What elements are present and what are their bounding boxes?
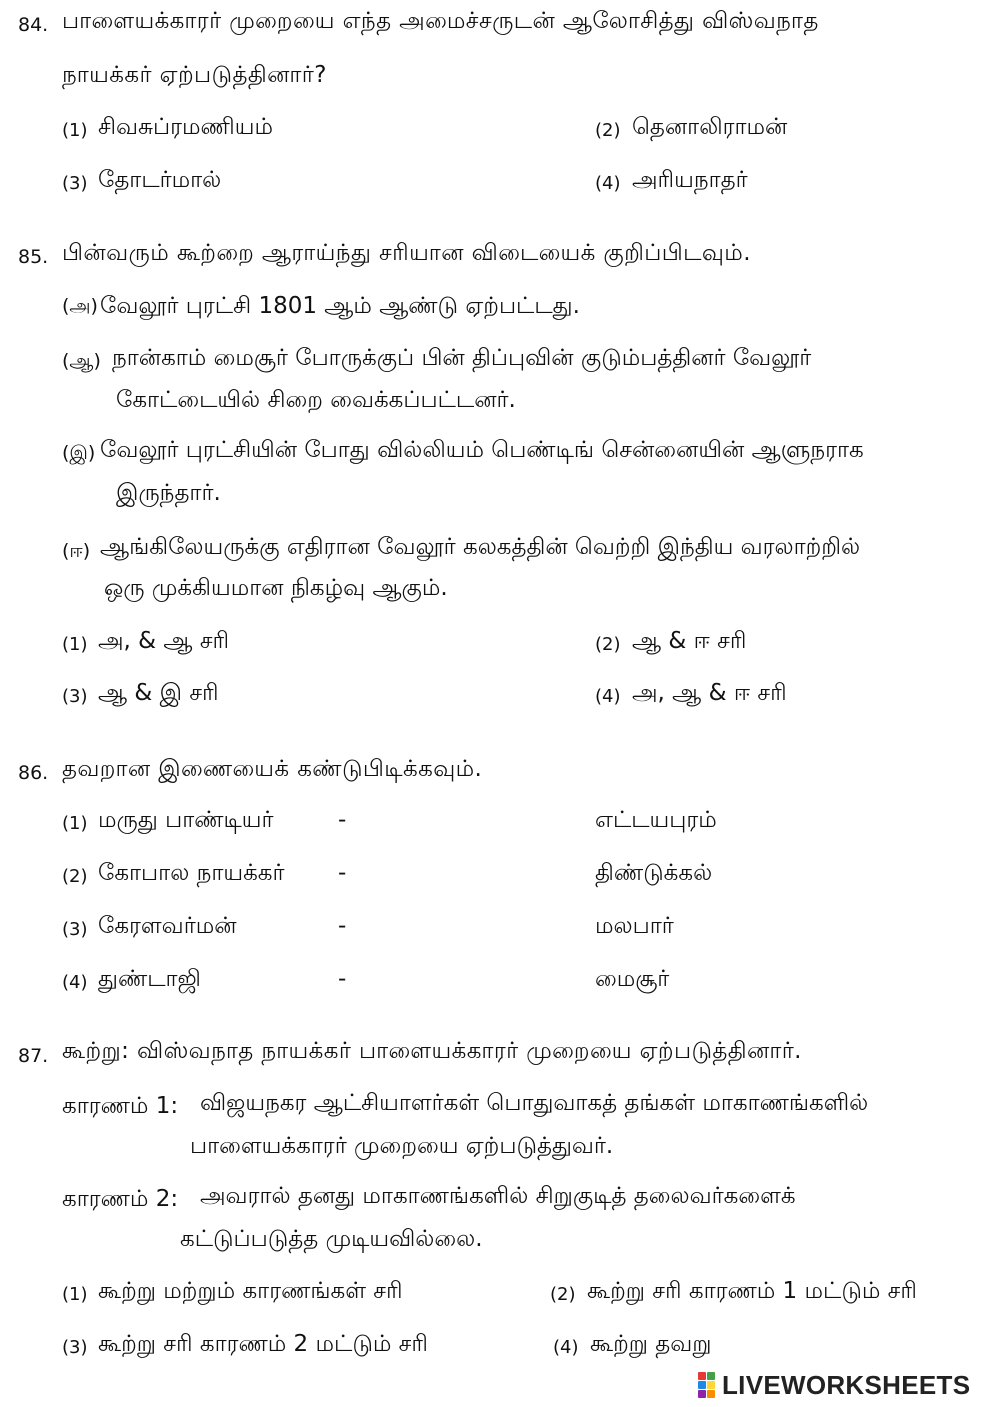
option-text: தோடர்மால் [98,167,222,193]
option-text: ஆ & இ சரி [98,680,219,706]
option-number: (1) [62,813,88,834]
option-text: ஆ & ஈ சரி [632,628,747,654]
option-text: தெனாலிராமன் [632,114,788,140]
option-text: கூற்று சரி காரணம் 1 மட்டும் சரி [587,1278,917,1304]
option-number: (2) [550,1284,576,1305]
question-number: 84. [18,14,49,36]
option-text: அ, & ஆ சரி [98,628,230,654]
pair-left: துண்டாஜி [98,966,201,992]
pair-dash: - [338,966,347,992]
logo-square [707,1381,715,1389]
option-number: (3) [62,173,88,194]
option-number: (3) [62,686,88,707]
statement-text-cont: ஒரு முக்கியமான நிகழ்வு ஆகும். [104,575,448,601]
reason1-text: விஜயநகர ஆட்சியாளர்கள் பொதுவாகத் தங்கள் மாகாணங்களில் [200,1090,869,1116]
option-text: அ, ஆ & ஈ சரி [632,680,787,706]
statement-label: (அ) [62,295,98,317]
pair-dash: - [338,913,347,939]
option-number: (2) [62,866,88,887]
pair-left: கோபால நாயக்கர் [98,860,285,886]
question-number: 85. [18,246,49,268]
option-number: (1) [62,1284,88,1305]
statement-text: வேலூர் புரட்சி 1801 ஆம் ஆண்டு ஏற்பட்டது. [100,293,580,319]
option-text: அரியநாதர் [632,167,748,193]
reason2-text: அவரால் தனது மாகாணங்களில் சிறுகுடித் தலைவர்களைக் [200,1183,796,1209]
logo-square [707,1390,715,1398]
pair-dash: - [338,807,347,833]
liveworksheets-logo-icon [698,1372,716,1398]
question-number: 86. [18,762,49,784]
pair-right: மலபார் [595,913,674,939]
pair-right: மைசூர் [595,966,670,992]
question-text: தவறான இணையைக் கண்டுபிடிக்கவும். [62,756,483,782]
option-text: கூற்று மற்றும் காரணங்கள் சரி [98,1278,403,1304]
pair-right: திண்டுக்கல் [595,860,713,886]
statement-text-cont: இருந்தார். [116,480,221,506]
statement-label: (ஈ) [62,540,91,562]
option-number: (3) [62,919,88,940]
pair-dash: - [338,860,347,886]
liveworksheets-logo[interactable] [698,1370,970,1400]
option-number: (4) [62,972,88,993]
logo-text: LIVEWORKSHEETS [722,1369,971,1400]
pair-right: எட்டயபுரம் [595,807,717,833]
question-text: பின்வரும் கூற்றை ஆராய்ந்து சரியான விடையைக் குறிப்பிடவும். [62,240,751,266]
option-number: (3) [62,1337,88,1358]
reason2-text-cont: கட்டுப்படுத்த முடியவில்லை. [180,1226,483,1252]
logo-square [698,1381,706,1389]
question-number: 87. [18,1045,49,1067]
pair-left: மருது பாண்டியர் [98,807,274,833]
reason1-text-cont: பாளையக்காரர் முறையை ஏற்படுத்துவர். [190,1133,614,1159]
question-text: கூற்று: விஸ்வநாத நாயக்கர் பாளையக்காரர் முறையை ஏற்படுத்தினார். [62,1038,802,1064]
logo-square [707,1372,715,1380]
statement-text: வேலூர் புரட்சியின் போது வில்லியம் பெண்டிங் சென்னையின் ஆளுநராக [100,437,864,463]
question-text-line1: பாளையக்காரர் முறையை எந்த அமைச்சருடன் ஆலோசித்து விஸ்வநாத [62,8,819,34]
logo-square [698,1390,706,1398]
option-text: கூற்று சரி காரணம் 2 மட்டும் சரி [98,1331,428,1357]
option-number: (2) [595,120,621,141]
option-text: சிவசுப்ரமணியம் [98,114,273,140]
statement-text-cont: கோட்டையில் சிறை வைக்கப்பட்டனர். [116,387,516,413]
option-number: (1) [62,634,88,655]
statement-text: நான்காம் மைசூர் போருக்குப் பின் திப்புவின் குடும்பத்தினர் வேலூர் [112,345,812,371]
option-number: (2) [595,634,621,655]
option-text: கூற்று தவறு [590,1331,712,1357]
statement-text: ஆங்கிலேயருக்கு எதிரான வேலூர் கலகத்தின் வெற்றி இந்திய வரலாற்றில் [100,534,861,560]
pair-left: கேரளவர்மன் [98,913,237,939]
question-text-line2: நாயக்கர் ஏற்படுத்தினார்? [62,62,327,88]
statement-label: (இ) [62,442,96,464]
option-number: (4) [595,173,621,194]
option-number: (1) [62,120,88,141]
statement-label: (ஆ) [62,350,101,372]
option-number: (4) [553,1337,579,1358]
reason1-label: காரணம் 1: [62,1093,179,1119]
option-number: (4) [595,686,621,707]
reason2-label: காரணம் 2: [62,1186,179,1212]
logo-square [698,1372,706,1380]
